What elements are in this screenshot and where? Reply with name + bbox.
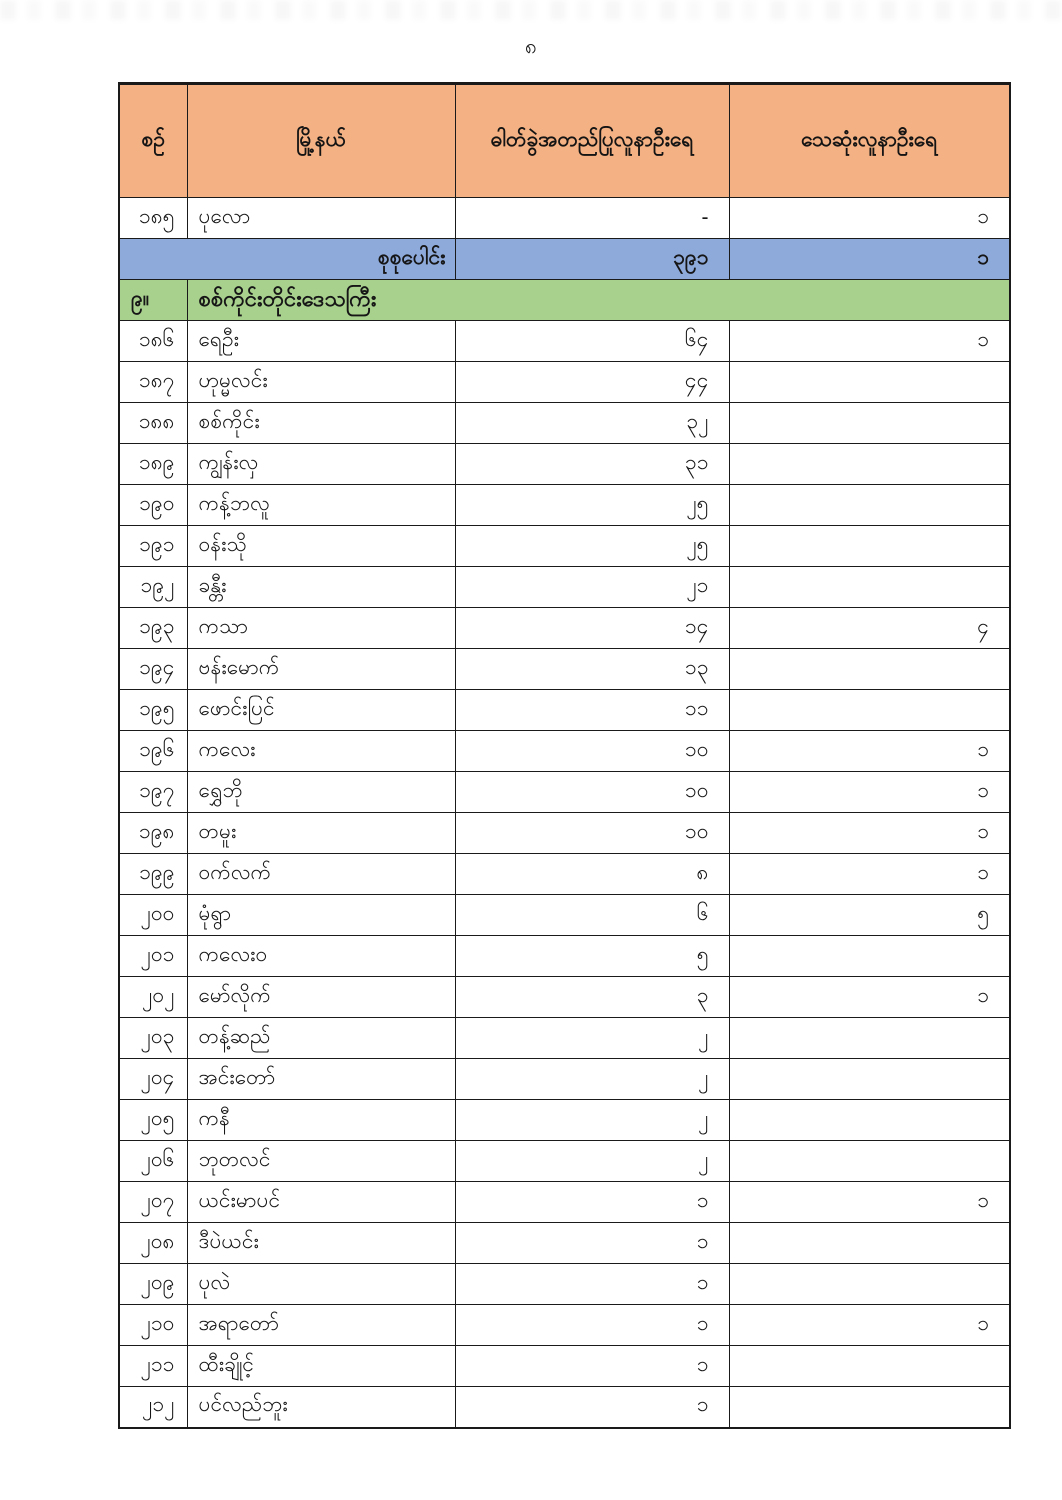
cell-township: ကျွန်းလှ [187, 444, 455, 485]
section-title: စစ်ကိုင်းတိုင်းဒေသကြီး [187, 280, 1010, 321]
table-row [119, 1305, 1010, 1346]
cell-township: ထီးချိုင့် [187, 1346, 455, 1387]
cell-deaths [729, 362, 1010, 403]
cell-confirmed: ၁ [455, 1387, 729, 1428]
table-row [119, 1264, 1010, 1305]
cell-confirmed: ၂၅ [455, 485, 729, 526]
cell-confirmed: ၃၁ [455, 444, 729, 485]
cell-deaths: ၁ [729, 321, 1010, 362]
cell-township: ဟုမ္မလင်း [187, 362, 455, 403]
cell-township: တန့်ဆည် [187, 1018, 455, 1059]
table-row [119, 321, 1010, 362]
cell-deaths [729, 1387, 1010, 1428]
table-row [119, 1182, 1010, 1223]
cell-confirmed: ၃ [455, 977, 729, 1018]
cell-township: ပင်လည်ဘူး [187, 1387, 455, 1428]
cell-confirmed: ၃၂ [455, 403, 729, 444]
cell-deaths [729, 403, 1010, 444]
cell-township: ရွှေဘို [187, 772, 455, 813]
cell-deaths [729, 1141, 1010, 1182]
cell-serial: ၂၀၈ [119, 1223, 187, 1264]
table-row [119, 854, 1010, 895]
cell-confirmed: ၁၀ [455, 813, 729, 854]
cell-confirmed: ၁ [455, 1264, 729, 1305]
cell-deaths: ၁ [729, 854, 1010, 895]
cell-township: တမူး [187, 813, 455, 854]
table-row [119, 1059, 1010, 1100]
table-header-row [119, 84, 1010, 198]
cell-serial: ၁၉၆ [119, 731, 187, 772]
table-row [119, 1223, 1010, 1264]
cell-serial: ၂၀၄ [119, 1059, 187, 1100]
cell-serial: ၂၀၂ [119, 977, 187, 1018]
cell-deaths [729, 485, 1010, 526]
cell-serial: ၁၉၅ [119, 690, 187, 731]
table-row [119, 772, 1010, 813]
cell-township: စစ်ကိုင်း [187, 403, 455, 444]
cell-township: ဒီပဲယင်း [187, 1223, 455, 1264]
cell-confirmed: ၈ [455, 854, 729, 895]
page-number: ၈ [525, 35, 537, 58]
cell-serial: ၂၀၉ [119, 1264, 187, 1305]
cell-confirmed: ၁ [455, 1223, 729, 1264]
cell-serial: ၁၈၆ [119, 321, 187, 362]
cell-serial: ၁၉၇ [119, 772, 187, 813]
column-header-deaths: သေဆုံးလူနာဦးရေ [729, 84, 1010, 198]
column-header-serial: စဉ် [119, 84, 187, 198]
cell-deaths: ၁ [729, 1182, 1010, 1223]
cell-serial: ၂၁၂ [119, 1387, 187, 1428]
table-row [119, 403, 1010, 444]
cell-township: ကလေးဝ [187, 936, 455, 977]
cell-township: အင်းတော် [187, 1059, 455, 1100]
cell-deaths [729, 1059, 1010, 1100]
cell-township: ရေဦး [187, 321, 455, 362]
cell-confirmed: ၁၀ [455, 731, 729, 772]
cell-deaths [729, 1100, 1010, 1141]
cell-serial: ၁၉၉ [119, 854, 187, 895]
cell-confirmed: ၄၄ [455, 362, 729, 403]
cell-deaths [729, 936, 1010, 977]
cell-confirmed: ၆၄ [455, 321, 729, 362]
cell-serial: ၁၈၇ [119, 362, 187, 403]
cell-serial: ၁၈၉ [119, 444, 187, 485]
table-row [119, 813, 1010, 854]
cell-deaths [729, 649, 1010, 690]
cell-confirmed: ၁ [455, 1346, 729, 1387]
cell-confirmed: ၁၁ [455, 690, 729, 731]
table-row [119, 936, 1010, 977]
table-row [119, 977, 1010, 1018]
cell-serial: ၂၁၀ [119, 1305, 187, 1346]
table-row [119, 198, 1010, 239]
cell-confirmed: ၁ [455, 1305, 729, 1346]
cell-township: ကနီ [187, 1100, 455, 1141]
cell-deaths [729, 1018, 1010, 1059]
cell-serial: ၂၁၁ [119, 1346, 187, 1387]
cell-township: ဝက်လက် [187, 854, 455, 895]
table-row [119, 362, 1010, 403]
cell-confirmed: ၅ [455, 936, 729, 977]
cell-confirmed: ၁၀ [455, 772, 729, 813]
table-row [119, 895, 1010, 936]
table-row [119, 1346, 1010, 1387]
cell-confirmed: - [455, 198, 729, 239]
cell-serial: ၂၀၇ [119, 1182, 187, 1223]
table-row [119, 1387, 1010, 1428]
cell-township: ဖောင်းပြင် [187, 690, 455, 731]
cell-deaths [729, 526, 1010, 567]
table-row [119, 608, 1010, 649]
cell-township: ခန္တီး [187, 567, 455, 608]
cell-serial: ၂၀၁ [119, 936, 187, 977]
cell-township: ကသာ [187, 608, 455, 649]
table-row [119, 1141, 1010, 1182]
cell-deaths [729, 567, 1010, 608]
cell-township: ဝန်းသို [187, 526, 455, 567]
table-row [119, 485, 1010, 526]
table-row [119, 526, 1010, 567]
cell-deaths: ၁ [729, 772, 1010, 813]
cell-confirmed: ၂ [455, 1100, 729, 1141]
cell-township: ကလေး [187, 731, 455, 772]
total-row [119, 239, 1010, 280]
cell-serial: ၂၀၃ [119, 1018, 187, 1059]
cell-deaths: ၁ [729, 198, 1010, 239]
cell-deaths: ၁ [729, 731, 1010, 772]
cell-township: အရာတော် [187, 1305, 455, 1346]
cell-serial: ၂၀၅ [119, 1100, 187, 1141]
covid-township-table [118, 82, 1011, 1429]
cell-confirmed: ၁၄ [455, 608, 729, 649]
cell-serial: ၁၉၁ [119, 526, 187, 567]
table-row [119, 444, 1010, 485]
cell-confirmed: ၁ [455, 1182, 729, 1223]
column-header-township: မြို့နယ် [187, 84, 455, 198]
cell-serial: ၁၉၃ [119, 608, 187, 649]
table-row [119, 649, 1010, 690]
table-row [119, 567, 1010, 608]
table-row [119, 690, 1010, 731]
cell-township: ဘုတလင် [187, 1141, 455, 1182]
cell-township: ပုလော [187, 198, 455, 239]
total-confirmed: ၃၉၁ [455, 239, 729, 280]
cell-township: မုံရွာ [187, 895, 455, 936]
cell-confirmed: ၁၃ [455, 649, 729, 690]
cell-deaths [729, 1264, 1010, 1305]
cell-confirmed: ၂ [455, 1059, 729, 1100]
cell-deaths [729, 1223, 1010, 1264]
section-serial: ၉။ [119, 280, 187, 321]
cell-serial: ၁၉၄ [119, 649, 187, 690]
cell-deaths [729, 444, 1010, 485]
table-row [119, 1100, 1010, 1141]
total-label: စုစုပေါင်း [119, 239, 455, 280]
cell-deaths: ၁ [729, 813, 1010, 854]
table-row [119, 1018, 1010, 1059]
cell-township: ဗန်းမောက် [187, 649, 455, 690]
section-row [119, 280, 1010, 321]
cell-confirmed: ၂၅ [455, 526, 729, 567]
cell-deaths: ၄ [729, 608, 1010, 649]
cell-township: ကန့်ဘလူ [187, 485, 455, 526]
cell-deaths [729, 690, 1010, 731]
cell-serial: ၁၈၅ [119, 198, 187, 239]
cell-serial: ၂၀၀ [119, 895, 187, 936]
cell-deaths [729, 1346, 1010, 1387]
cell-serial: ၂၀၆ [119, 1141, 187, 1182]
cell-township: ပုလဲ [187, 1264, 455, 1305]
page-bleed-through-artifact [0, 0, 1062, 20]
total-deaths: ၁ [729, 239, 1010, 280]
table-row [119, 731, 1010, 772]
cell-serial: ၁၉၂ [119, 567, 187, 608]
cell-serial: ၁၉၈ [119, 813, 187, 854]
cell-confirmed: ၆ [455, 895, 729, 936]
table-body [119, 198, 1010, 1428]
cell-deaths: ၁ [729, 1305, 1010, 1346]
cell-serial: ၁၉၀ [119, 485, 187, 526]
column-header-confirmed-cases: ဓါတ်ခွဲအတည်ပြုလူနာဦးရေ [455, 84, 729, 198]
cell-confirmed: ၂၁ [455, 567, 729, 608]
cell-serial: ၁၈၈ [119, 403, 187, 444]
cell-deaths: ၅ [729, 895, 1010, 936]
cell-township: မော်လိုက် [187, 977, 455, 1018]
cell-confirmed: ၂ [455, 1141, 729, 1182]
cell-township: ယင်းမာပင် [187, 1182, 455, 1223]
cell-deaths: ၁ [729, 977, 1010, 1018]
cell-confirmed: ၂ [455, 1018, 729, 1059]
